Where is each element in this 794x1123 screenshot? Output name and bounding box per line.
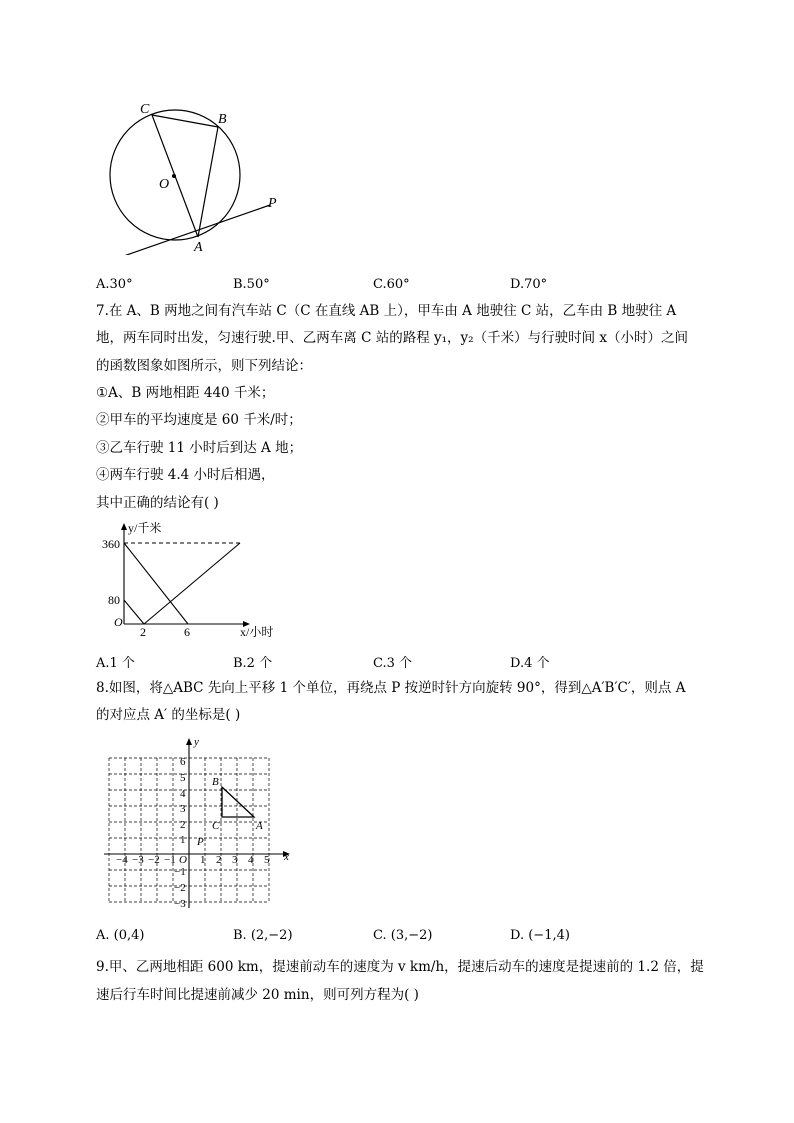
- y-tick-3: 3: [180, 803, 186, 815]
- point-C: C: [212, 820, 220, 832]
- q6-option-a: A.30°: [96, 277, 133, 292]
- y-tick-1: 1: [180, 834, 186, 846]
- y-tick-80: 80: [108, 593, 120, 607]
- q7-option-d: D.4 个: [510, 656, 550, 671]
- y-tick-5: 5: [180, 772, 186, 784]
- x-axis-name: x: [284, 851, 289, 863]
- x-tick-2: 2: [140, 625, 146, 639]
- q7-line-6: ③乙车行驶 11 小时后到达 A 地；: [96, 440, 303, 456]
- label-C: C: [140, 102, 150, 117]
- label-O: O: [159, 177, 170, 192]
- q7-line-1: 7.在 A、B 两地之间有汽车站 C（C 在直线 AB 上），甲车由 A 地驶往 C 站，乙车由 B 地驶往 A: [96, 303, 677, 319]
- x-tick-4: 4: [248, 854, 254, 866]
- x-tick-neg1: −1: [164, 854, 176, 866]
- point-B: B: [212, 776, 219, 788]
- x-tick-3: 3: [232, 854, 238, 866]
- q6-option-c: C.60°: [373, 277, 410, 292]
- x-tick-5: 5: [264, 854, 270, 866]
- q8-option-d: D. (−1,4): [510, 928, 570, 943]
- point-P: P: [197, 836, 204, 848]
- q8-line-2: 的对应点 A′ 的坐标是( ): [96, 707, 241, 723]
- y-tick-4: 4: [180, 788, 186, 800]
- y-tick-neg1: −1: [174, 866, 186, 878]
- y-tick-6: 6: [180, 756, 186, 768]
- y-tick-2: 2: [180, 819, 186, 831]
- q7-line-7: ④两车行驶 4.4 小时后相遇，: [96, 467, 275, 483]
- y-axis-name: y: [194, 736, 199, 748]
- y-tick-360: 360: [102, 537, 120, 551]
- q7-line-3: 的函数图象如图所示，则下列结论：: [96, 358, 312, 374]
- x-tick-6: 6: [184, 625, 190, 639]
- q7-option-c: C.3 个: [373, 656, 413, 671]
- q7-line-8: 其中正确的结论有( ): [96, 495, 219, 511]
- q9-line-1: 9.甲、乙两地相距 600 km，提速前动车的速度为 v km/h，提速后动车的速度是提速前的 1.2 倍，提: [96, 959, 704, 975]
- x-axis-label: x/小时: [240, 625, 274, 639]
- label-B: B: [218, 112, 227, 127]
- x-tick-2: 2: [216, 854, 222, 866]
- q6-option-d: D.70°: [510, 277, 548, 292]
- grid-origin: O: [179, 854, 187, 866]
- label-P: P: [268, 196, 277, 211]
- q8-option-b: B. (2,−2): [233, 928, 293, 943]
- label-A: A: [194, 240, 203, 255]
- q7-line-2: 地，两车同时出发，匀速行驶.甲、乙两车离 C 站的路程 y₁，y₂（千米）与行驶时间 x（小时）之间: [96, 330, 688, 346]
- point-A: A: [256, 820, 263, 832]
- origin-label: O: [114, 615, 123, 629]
- x-tick-neg4: −4: [116, 854, 128, 866]
- y-tick-neg3: −3: [174, 898, 186, 910]
- q7-function-graph: [100, 518, 300, 643]
- q8-line-1: 8.如图，将△ABC 先向上平移 1 个单位，再绕点 P 按逆时针方向旋转 90°，得到△A′B′C′，则点 A: [96, 680, 686, 696]
- y-axis-label: y/千米: [128, 521, 162, 535]
- q8-coordinate-grid: [100, 735, 300, 915]
- q6-circle-figure: [100, 95, 290, 255]
- x-tick-neg3: −3: [132, 854, 144, 866]
- x-tick-1: 1: [200, 854, 206, 866]
- x-tick-neg2: −2: [148, 854, 160, 866]
- q6-option-b: B.50°: [233, 277, 270, 292]
- q7-line-5: ②甲车的平均速度是 60 千米/时；: [96, 412, 302, 428]
- q8-option-c: C. (3,−2): [373, 928, 433, 943]
- q9-line-2: 速后行车时间比提速前减少 20 min，则可列方程为( ): [96, 987, 419, 1003]
- q7-option-a: A.1 个: [96, 656, 135, 671]
- y-tick-neg2: −2: [174, 882, 186, 894]
- q7-line-4: ①A、B 两地相距 440 千米；: [96, 385, 275, 401]
- q8-option-a: A. (0,4): [96, 928, 145, 943]
- q7-option-b: B.2 个: [233, 656, 273, 671]
